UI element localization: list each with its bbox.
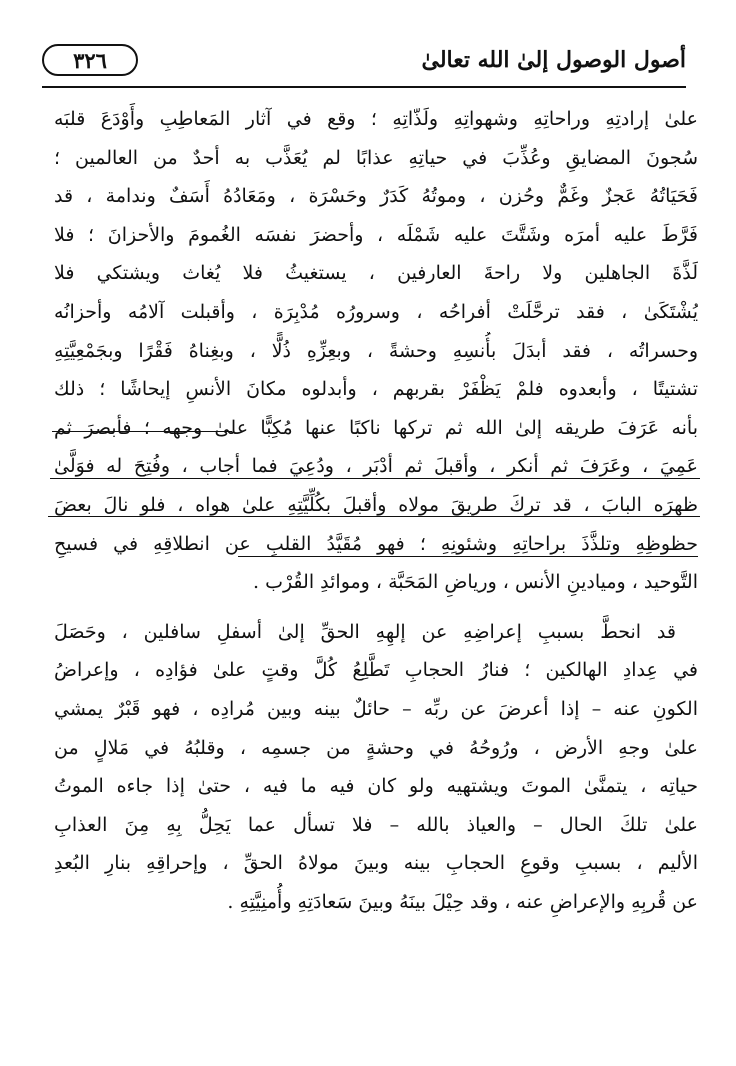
text-line: علىٰ إرادتِهِ وراحاتِهِ وشهواتِهِ ولَذّاتِهِ ؛ وقع في آثار المَعاطِبِ وأَوْدَعَ قلبَه	[54, 108, 698, 130]
text-line: يُشْتَكَىٰ ، فقد ترحَّلَتْ أفراحُه ، وسرورُه مُدْبِرَة ، وأقبلت آلامُه وأحزانُه	[54, 300, 698, 323]
text-line: لَذَّةَ الجاهلين ولا راحةَ العارفين ، يستغيثُ فلا يُغاث ويشتكي فلا	[54, 262, 698, 285]
text-line: فَحَيَاتُهُ عَجزٌ وغَمٌّ وحُزن ، وموتُهُ كَدَرٌ وحَسْرَة ، ومَعَادُهُ أَسَفٌ وندامة ، قد	[54, 185, 698, 208]
text-line: التَّوحيد ، وميادينِ الأنس ، ورياضِ المَحَبَّة ، وموائدِ القُرْب .	[252, 571, 698, 594]
page-number: ٣٢٦	[42, 44, 138, 76]
pen-underline	[238, 556, 698, 557]
pen-underline	[50, 478, 700, 479]
page-header	[42, 36, 686, 86]
text-line: قد انحطَّ بسببِ إعراضِهِ عن إلهِهِ الحقِّ إلىٰ أسفلِ سافلين ، وحَصَلَ	[54, 620, 676, 643]
text-line: الأليم ، بسببِ وقوعِ الحجابِ بينه وبينَ مولاهُ الحقِّ ، وإحراقِهِ بنارِ البُعدِ	[54, 852, 698, 875]
pen-underline	[52, 431, 232, 432]
text-line: حظوظِهِ وتلذَّذَ براحاتِهِ وشئونِهِ ؛ فهو مُقَيَّدُ القلبِ عن انطلاقِهِ في فسيحِ	[54, 532, 698, 555]
text-line: عَمِيَ ، وعَرَفَ ثم أنكر ، وأقبلَ ثم أدْبَر ، ودُعِيَ فما أجاب ، وفُتِحَ له فوَلَّىٰ	[54, 455, 698, 478]
text-line: سُجونَ المضايقِ وعُذِّبَ في حياتِهِ عذابًا لم يُعَذَّب به أحدٌ من العالمين ؛	[54, 146, 698, 169]
text-line: علىٰ وجهِ الأرض ، ورُوحُهُ في وحشةٍ من جسمِه ، وقلبُهُ في مَلالٍ من	[54, 736, 698, 759]
text-line: بأنه عَرَفَ طريقه إلىٰ الله ثم تركها ناكبًا عنها مُكِبًّا علىٰ وجهه ؛ فأبصرَ ثم	[54, 416, 698, 439]
text-line: ظهرَه البابَ ، قد تركَ طريقَ مولاه وأقبلَ بكُلِّيَّتِهِ علىٰ هواه ، فلو نالَ بعضَ	[54, 493, 698, 516]
header-rule	[42, 86, 686, 88]
text-line: وحسراتُه ، فقد أبدَلَ بأُنسِهِ وحشةً ، وبعِزِّهِ ذُلًّا ، وبغِناهُ فَقْرًا وبجَمْعِيَّتِهِ	[54, 339, 698, 362]
text-line: علىٰ تلكَ الحال – والعياذ بالله – فلا تسأل عما يَحِلُّ بِهِ مِنَ العذابِ	[54, 813, 698, 836]
text-line: فَرَّطَ عليه أمرَه وشَتَّتَ عليه شَمْلَه ، وأحضرَ نفسَه الغُمومَ والأحزانَ ؛ فلا	[54, 223, 698, 246]
text-line: حياتِه ، يتمنَّىٰ الموتَ ويشتهيه ولو كان فيه ما فيه ، حتىٰ إذا جاءه الموتُ	[54, 775, 698, 798]
running-title: أصول الوصول إلىٰ الله تعالىٰ	[421, 47, 686, 73]
pen-underline	[48, 516, 700, 517]
text-line: تشتيتًا ، وأبعدوه فلمْ يَظْفَرْ بقربهم ، وأبدلوه مكانَ الأنسِ إيحاشًا ؛ ذلك	[54, 378, 698, 401]
text-line: الكونِ عنه – إذا أعرضَ عن ربِّه – حائلٌ بينه وبين مُرادِه ، فهو قَبْرٌ يمشي	[54, 697, 698, 720]
body-text	[54, 100, 698, 921]
text-line: عن قُربِهِ والإعراضِ عنه ، وقد حِيْلَ بينَهُ وبينَ سَعادَتِهِ وأُمنِيَّتِهِ .	[227, 890, 698, 913]
paragraph-gap	[54, 602, 698, 613]
paragraph-1	[54, 100, 698, 602]
paragraph-2	[54, 613, 698, 922]
text-line: في عِدادِ الهالكين ؛ فنارُ الحجابِ تَطَّلِعُ كُلَّ وقتٍ علىٰ فؤادِه ، وإعراضُ	[54, 659, 698, 682]
